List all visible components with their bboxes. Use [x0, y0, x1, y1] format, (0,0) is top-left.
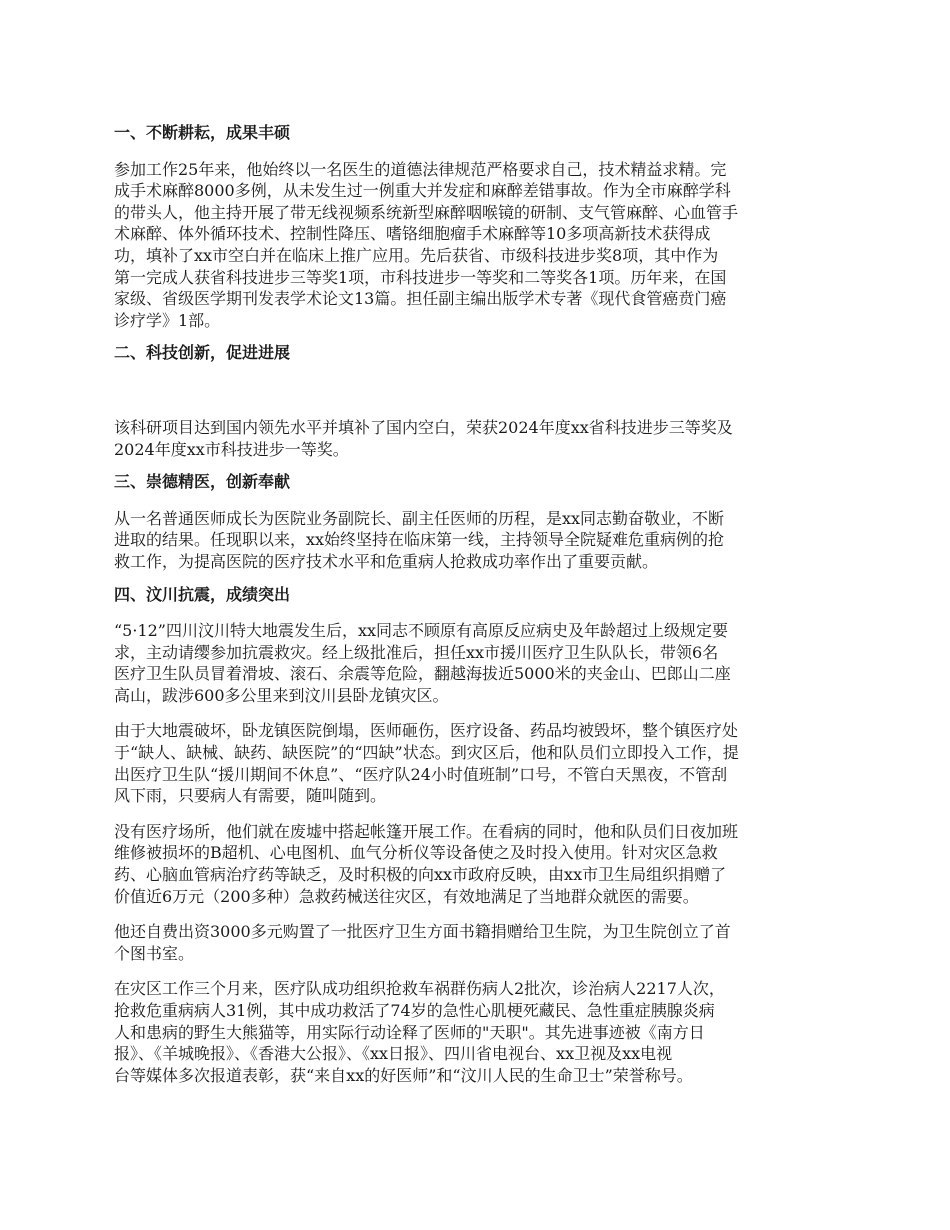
section-3-heading: 三、崇德精医，创新奉献: [114, 472, 291, 492]
document-page: [114, 122, 836, 1086]
section-1-paragraph-1: 参加工作25年来，他始终以一名医生的道德法律规范严格要求自己，技术精益求精。完 成手术麻醉8000多例，从未发生过一例重大并发症和麻醉差错事故。作为全市麻醉学科 的带头人，他主持开展了带无线视频系统新型麻醉咽喉镜的研制、支气管麻醉、心血管手 术麻醉、体外循环技术、控制性降压、嗜铬细胞瘤手术麻醉等10多项高新技术获得成 功，填补了xx市空白并在临床上推广应用。先后获省、市级科技进步奖8项，其中作为 第一完成人获省科技进步三等奖1项，市科技进步一等奖和二等奖各1项。历年来，在国 家级、省级医学期刊发表学术论文13篇。担任副主编出版学术专著《现代食管癌贲门癌 诊疗学》1部。: [114, 159, 739, 330]
section-1-heading: 一、不断耕耘，成果丰硕: [114, 123, 291, 142]
section-4-heading: 四、汶川抗震，成绩突出: [114, 584, 291, 604]
section-4-paragraph-4: 他还自费出资3000多元购置了一批医疗卫生方面书籍捐赠给卫生院，为卫生院创立了首 个图书室。: [114, 922, 731, 963]
section-4-paragraph-1: “5·12”四川汶川特大地震发生后，xx同志不顾原有高原反应病史及年龄超过上级规定要 求，主动请缨参加抗震救灾。经上级批准后，担任xx市援川医疗卫生队队长，带领6名 医疗卫生队员冒着滑坡、滚石、余震等危险，翻越海拔近5000米的夹金山、巴郎山二座 高山，跋涉600多公里来到汶川县卧龙镇灾区。: [114, 621, 731, 705]
section-4-paragraph-5: 在灾区工作三个月来，医疗队成功组织抢救车祸群伤病人2批次，诊治病人2217人次， 抢救危重病病人31例，其中成功救活了74岁的急性心肌梗死藏民、急性重症胰腺炎病 人和患病的野生大熊猫等，用实际行动诠释了医师的"天职"。其先进事迹被《南方日 报》、《羊城晚报》、《香港大公报》、《xx日报》、四川省电视台、xx卫视及xx电视 台等媒体多次报道表彰，获“来自xx的好医师”和“汶川人民的生命卫士”荣誉称号。: [114, 979, 725, 1085]
section-4-paragraph-3: 没有医疗场所，他们就在废墟中搭起帐篷开展工作。在看病的同时，他和队员们日夜加班 维修被损坏的B超机、心电图机、血气分析仪等设备使之及时投入使用。针对灾区急救 药、心脑血管病治疗药等缺乏，及时积极的向xx市政府反映，由xx市卫生局组织捐赠了 价值近6万元（200多种）急救药械送往灾区，有效地满足了当地群众就医的需要。: [114, 821, 739, 906]
section-2-heading: 二、科技创新，促进进展: [114, 343, 291, 363]
section-4-paragraph-2: 由于大地震破坏，卧龙镇医院倒塌，医师砸伤，医疗设备、药品均被毁坏，整个镇医疗处 于“缺人、缺械、缺药、缺医院”的“四缺”状态。到灾区后，他和队员们立即投入工作，提 出医疗卫生队“援川期间不休息”、“医疗队24小时值班制”口号，不管白天黑夜，不管刮 风下雨，只要病人有需要，随叫随到。: [114, 721, 739, 806]
section-2-paragraph-1: 该科研项目达到国内领先水平并填补了国内空白，荣获2024年度xx省科技进步三等奖及 2024年度xx市科技进步一等奖。: [114, 417, 733, 459]
section-3-paragraph-1: 从一名普通医师成长为医院业务副院长、副主任医师的历程，是xx同志勤奋敬业，不断 进取的结果。任现职以来，xx始终坚持在临床第一线，主持领导全院疑难危重病例的抢 救工作，为提高医院的医疗技术水平和危重病人抢救成功率作出了重要贡献。: [114, 508, 725, 571]
